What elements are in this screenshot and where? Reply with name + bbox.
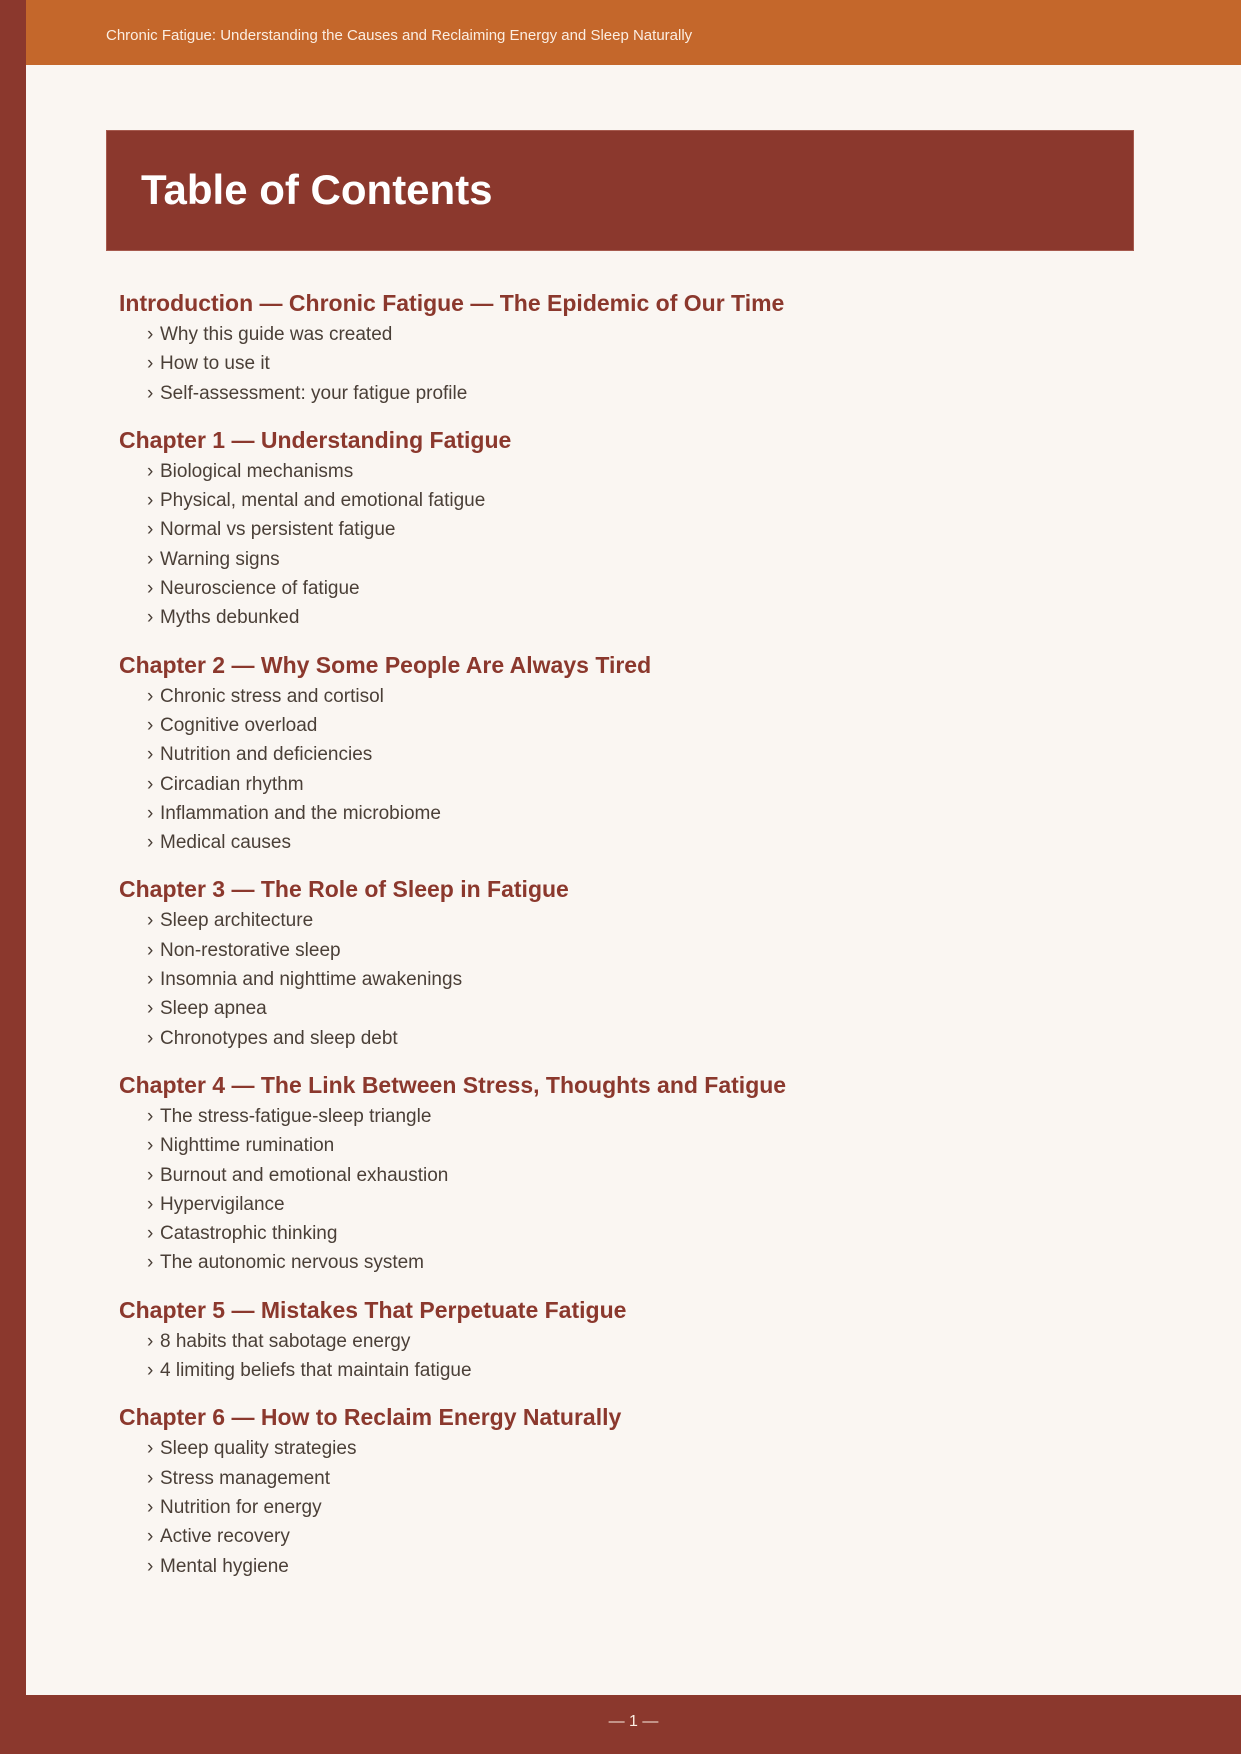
toc-subitem-label: Neuroscience of fatigue [160, 578, 360, 600]
chevron-right-icon: › [147, 1105, 154, 1127]
chevron-right-icon: › [147, 460, 154, 482]
toc-subitem [119, 457, 1099, 486]
chevron-right-icon: › [147, 910, 154, 932]
toc-subitem-label: Why this guide was created [160, 324, 393, 345]
toc-subitem [119, 1327, 1099, 1356]
toc-subitem [119, 906, 1099, 935]
chevron-right-icon: › [147, 548, 154, 570]
toc-subitem-label: Self-assessment: your fatigue profile [160, 382, 468, 404]
chevron-right-icon: › [147, 1193, 154, 1215]
chevron-right-icon: › [147, 490, 154, 512]
toc-title-banner [106, 130, 1134, 251]
chevron-right-icon: › [147, 1360, 154, 1382]
left-accent-bar [0, 0, 26, 1754]
toc-subitem [119, 828, 1099, 857]
toc-subitem-label: Medical causes [160, 832, 291, 854]
chevron-right-icon: › [147, 1135, 154, 1157]
table-of-contents [119, 286, 1099, 1596]
toc-subitem-label: Burnout and emotional exhaustion [160, 1164, 449, 1186]
chevron-right-icon: › [147, 1252, 154, 1274]
chapter-title: Chapter 1 — Understanding Fatigue [119, 426, 512, 453]
toc-subitem-label: Nutrition for energy [160, 1496, 322, 1518]
toc-subitem [119, 799, 1099, 828]
toc-subitem [119, 1356, 1099, 1385]
toc-subitem [119, 682, 1099, 711]
toc-subitem-label: Sleep quality strategies [160, 1438, 357, 1460]
page-title: Table of Contents [141, 166, 493, 213]
chevron-right-icon: › [147, 939, 154, 961]
chapter-title: Chapter 5 — Mistakes That Perpetuate Fatigue [119, 1296, 627, 1323]
chevron-right-icon: › [147, 1164, 154, 1186]
running-header [26, 0, 1241, 65]
toc-subitem-label: How to use it [160, 353, 270, 375]
toc-subitem-label: Hypervigilance [160, 1193, 285, 1215]
toc-subitem-label: The stress-fatigue-sleep triangle [160, 1105, 432, 1127]
toc-subitem [119, 1552, 1099, 1581]
toc-section [119, 1293, 1099, 1386]
chevron-right-icon: › [147, 1438, 154, 1460]
toc-subitem-label: Nutrition and deficiencies [160, 744, 373, 766]
toc-subitem-label: Insomnia and nighttime awakenings [160, 969, 463, 991]
toc-subitem-label: Circadian rhythm [160, 773, 304, 795]
chevron-right-icon: › [147, 802, 154, 824]
toc-subitem-label: Biological mechanisms [160, 460, 354, 482]
toc-subitem [119, 965, 1099, 994]
toc-subitem-label: Mental hygiene [160, 1555, 289, 1577]
toc-subitem-label: Physical, mental and emotional fatigue [160, 490, 486, 512]
chevron-right-icon: › [147, 832, 154, 854]
chevron-right-icon: › [147, 744, 154, 766]
toc-section [119, 648, 1099, 858]
chevron-right-icon: › [147, 607, 154, 629]
toc-subitem [119, 320, 1099, 349]
chevron-right-icon: › [147, 685, 154, 707]
toc-subitem [119, 740, 1099, 769]
chevron-right-icon: › [147, 714, 154, 736]
toc-section [119, 286, 1099, 408]
toc-subitem-label: Cognitive overload [160, 714, 318, 736]
chapter-title: Chapter 6 — How to Reclaim Energy Naturally [119, 1404, 622, 1431]
toc-subitem [119, 486, 1099, 515]
toc-subitem-label: Catastrophic thinking [160, 1223, 338, 1245]
toc-section [119, 1068, 1099, 1278]
chapter-title: Chapter 2 — Why Some People Are Always Tired [119, 651, 652, 678]
toc-subitem-label: Stress management [160, 1467, 331, 1489]
toc-subitem-label: Chronic stress and cortisol [160, 685, 384, 707]
toc-subitem-label: Myths debunked [160, 607, 300, 629]
chevron-right-icon: › [147, 353, 154, 375]
toc-subitem [119, 379, 1099, 408]
chevron-right-icon: › [147, 324, 154, 345]
toc-subitem [119, 936, 1099, 965]
toc-subitem-label: Non-restorative sleep [160, 939, 341, 961]
chevron-right-icon: › [147, 1526, 154, 1548]
chevron-right-icon: › [147, 1223, 154, 1245]
toc-section [119, 423, 1099, 633]
chevron-right-icon: › [147, 578, 154, 600]
toc-section [119, 872, 1099, 1052]
toc-subitem-label: Chronotypes and sleep debt [160, 1027, 398, 1049]
toc-subitem [119, 1522, 1099, 1551]
chevron-right-icon: › [147, 1330, 154, 1352]
toc-subitem [119, 1464, 1099, 1493]
chapter-title: Chapter 3 — The Role of Sleep in Fatigue [119, 876, 569, 903]
toc-subitem [119, 1024, 1099, 1053]
toc-subitem [119, 1219, 1099, 1248]
chapter-title: Introduction — Chronic Fatigue — The Epidemic of Our Time [119, 290, 785, 316]
chevron-right-icon: › [147, 519, 154, 541]
chevron-right-icon: › [147, 1555, 154, 1577]
page-number: — 1 — [608, 1713, 659, 1730]
toc-subitem-label: 4 limiting beliefs that maintain fatigue [160, 1360, 472, 1382]
toc-subitem [119, 603, 1099, 632]
chevron-right-icon: › [147, 1467, 154, 1489]
toc-subitem [119, 1493, 1099, 1522]
toc-subitem-label: Warning signs [160, 548, 280, 570]
page-footer [26, 1695, 1241, 1754]
toc-subitem [119, 994, 1099, 1023]
toc-subitem [119, 1161, 1099, 1190]
toc-subitem-label: Sleep architecture [160, 910, 314, 932]
toc-subitem-label: Sleep apnea [160, 998, 267, 1020]
chevron-right-icon: › [147, 773, 154, 795]
toc-subitem [119, 349, 1099, 378]
toc-subitem-label: Nighttime rumination [160, 1135, 335, 1157]
toc-subitem [119, 1102, 1099, 1131]
toc-section [119, 1400, 1099, 1580]
chevron-right-icon: › [147, 1496, 154, 1518]
toc-subitem [119, 770, 1099, 799]
toc-subitem-label: Active recovery [160, 1526, 290, 1548]
chevron-right-icon: › [147, 1027, 154, 1049]
toc-subitem [119, 1190, 1099, 1219]
toc-subitem [119, 574, 1099, 603]
toc-subitem-label: Normal vs persistent fatigue [160, 519, 396, 541]
toc-subitem [119, 1248, 1099, 1277]
toc-subitem-label: The autonomic nervous system [160, 1252, 425, 1274]
running-header-text: Chronic Fatigue: Understanding the Causes and Reclaiming Energy and Sleep Naturally [106, 27, 693, 44]
toc-subitem-label: 8 habits that sabotage energy [160, 1330, 411, 1352]
toc-subitem [119, 515, 1099, 544]
toc-subitem [119, 711, 1099, 740]
chapter-title: Chapter 4 — The Link Between Stress, Thoughts and Fatigue [119, 1071, 787, 1098]
chevron-right-icon: › [147, 382, 154, 404]
toc-subitem [119, 545, 1099, 574]
toc-subitem-label: Inflammation and the microbiome [160, 802, 441, 824]
toc-subitem [119, 1434, 1099, 1463]
chevron-right-icon: › [147, 998, 154, 1020]
toc-subitem [119, 1131, 1099, 1160]
chevron-right-icon: › [147, 969, 154, 991]
